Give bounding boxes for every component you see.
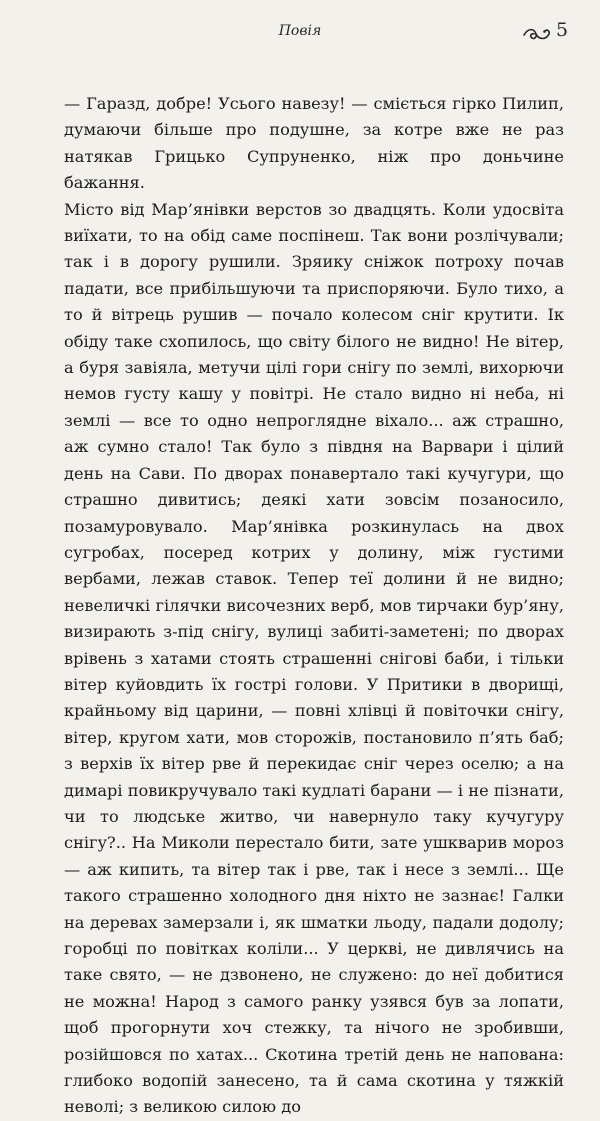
page-number: 5 — [556, 19, 569, 41]
running-header — [0, 17, 600, 47]
paragraph: — Гаразд, добре! Усього навезу! — сміється гірко Пилип, думаючи більше про подушне, за котре вже не раз натякав Грицько Супруненко, ніж про доньчине бажання. — [64, 94, 564, 193]
body-text — [48, 91, 564, 1121]
book-title: Повія — [278, 23, 322, 39]
paragraph: Місто від Мар’янівки верстов зо двадцять. Коли удосвіта виїхати, то на обід саме поспінеш. Так вони розлічували; так і в дорогу рушили. Зряику сніжок потроху почав падати, все прибільшуючи та приспоряючи. Було тихо, а то й вітрець рушив — почало колесом сніг крутити. Ік обіду таке схопилось, що світу білого не видно! Не вітер, а буря завіяла, метучи цілі гори снігу по землі, вихорючи немов густу кашу у повітрі. Не стало видно ні неба, ні землі — все то одно непроглядне віхало... аж страшно, аж сумно стало! Так було з півдня на Варвари і цілий день на Сави. По дворах понавертало такі кучугури, що страшно дивитись; деякі хати зовсім позаносило, позамуровувало. Мар’янівка розкинулась на двох сугробах, посеред котрих у долину, між густими вербами, лежав ставок. Тепер теї долини й не видно; невеличкі гілячки височезних верб, мов тирчаки бур’яну, визирають з-під снігу, вулиці забиті-заметені; по дворах врівень з хатами стоять страшенні снігові баби, і тільки вітер куйовдить їх гострі голови. У Притики в дворищі, крайньому від царини, — повні хлівці й повіточки снігу, вітер, кругом хати, мов сторожів, постановило п’ять баб; з верхів їх вітер рве й перекидає сніг через оселю; а на димарі повикручувало такі кудлаті барани — і не пізнати, чи то людське житво, чи навернуло таку кучугуру снігу?.. На Миколи перестало бити, зате ушкварив мороз — аж кипить, та вітер так і рве, так і несе з землі... Ще такого страшенно холодного дня ніхто не зазнає! Галки на деревах замерзали і, як шматки льоду, падали додолу; горобці по повітках коліли... У церкві, не дивлячись на таке свято, — не дзвонено, не служено: до неї добитися не можна! Народ з самого ранку узявся був за лопати, щоб прогорнути хоч стежку, та нічого не зробивши, розійшовся по хатах... Скотина третій день не напована: глибоко водопій занесено, та й сама скотина у тяжкій неволі; з великою силою до — [64, 199, 564, 1117]
swirl-ornament-icon — [522, 25, 552, 43]
